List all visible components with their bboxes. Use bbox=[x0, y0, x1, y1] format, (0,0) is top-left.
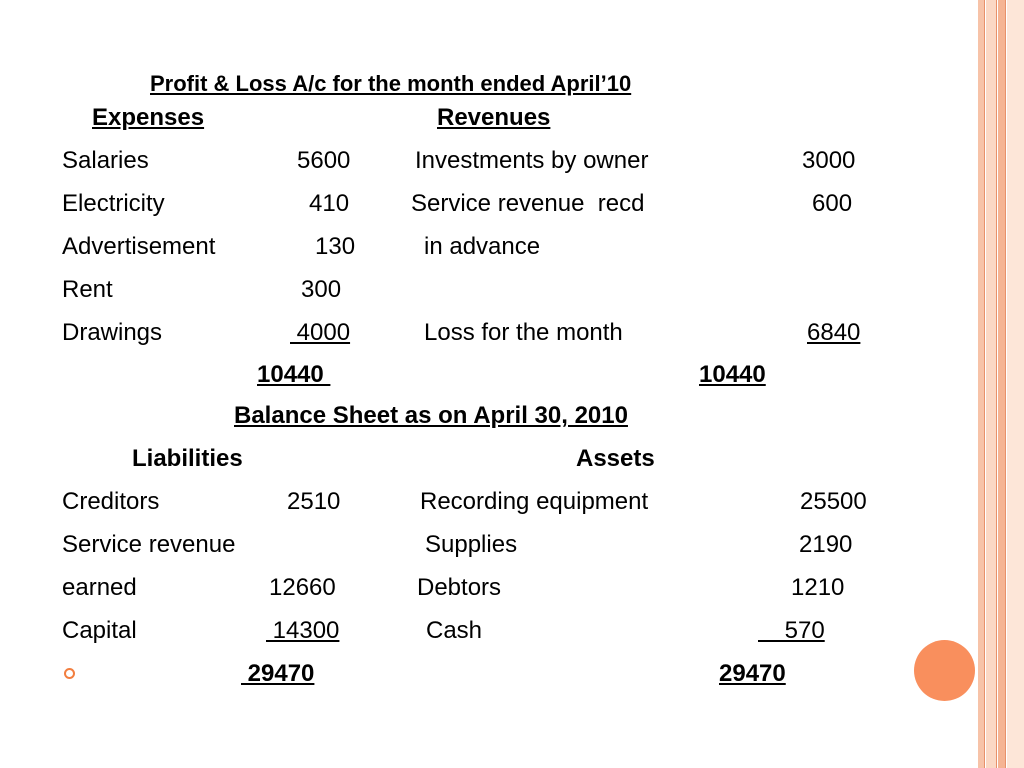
decor-line bbox=[1005, 0, 1006, 768]
revenue-label: in advance bbox=[424, 233, 541, 260]
decor-line bbox=[996, 0, 997, 768]
revenue-amount: 600 bbox=[812, 190, 853, 217]
liabilities-header: Liabilities bbox=[132, 445, 243, 472]
liabilities-total: 29470 bbox=[241, 660, 315, 687]
assets-header: Assets bbox=[576, 445, 655, 472]
asset-label: Cash bbox=[426, 617, 483, 644]
liability-amount: 2510 bbox=[287, 488, 341, 515]
liability-label: earned bbox=[62, 574, 137, 601]
revenues-header: Revenues bbox=[437, 104, 551, 131]
expense-amount: 300 bbox=[301, 276, 342, 303]
revenues-total: 10440 bbox=[699, 361, 766, 388]
liability-amount: 14300 bbox=[266, 617, 340, 644]
decor-stripe bbox=[1007, 0, 1024, 768]
expense-amount: 4000 bbox=[290, 319, 351, 346]
asset-label: Supplies bbox=[425, 531, 518, 558]
asset-amount: 25500 bbox=[800, 488, 867, 515]
revenue-amount: 6840 bbox=[807, 319, 861, 346]
expenses-header: Expenses bbox=[92, 104, 205, 131]
expense-amount: 5600 bbox=[297, 147, 351, 174]
revenue-label: Loss for the month bbox=[424, 319, 623, 346]
asset-amount: 570 bbox=[758, 617, 825, 644]
decor-line bbox=[984, 0, 985, 768]
expenses-total: 10440 bbox=[257, 361, 331, 388]
expense-amount: 130 bbox=[315, 233, 356, 260]
expense-amount: 410 bbox=[309, 190, 350, 217]
expense-label: Advertisement bbox=[62, 233, 216, 260]
assets-total: 29470 bbox=[719, 660, 786, 687]
decor-stripe bbox=[998, 0, 1005, 768]
liability-label: Capital bbox=[62, 617, 137, 644]
bullet-icon bbox=[64, 668, 75, 679]
pl-title: Profit & Loss A/c for the month ended April’10 bbox=[150, 71, 632, 96]
decor-circle bbox=[914, 640, 975, 701]
asset-amount: 2190 bbox=[799, 531, 853, 558]
revenue-label: Service revenue recd bbox=[411, 190, 645, 217]
liability-label: Service revenue bbox=[62, 531, 236, 558]
asset-label: Recording equipment bbox=[420, 488, 649, 515]
expense-label: Rent bbox=[62, 276, 113, 303]
asset-amount: 1210 bbox=[791, 574, 845, 601]
liability-label: Creditors bbox=[62, 488, 160, 515]
expense-label: Salaries bbox=[62, 147, 149, 174]
expense-label: Electricity bbox=[62, 190, 165, 217]
revenue-amount: 3000 bbox=[802, 147, 856, 174]
decor-stripe bbox=[986, 0, 996, 768]
asset-label: Debtors bbox=[417, 574, 502, 601]
bs-title: Balance Sheet as on April 30, 2010 bbox=[234, 402, 628, 429]
revenue-label: Investments by owner bbox=[415, 147, 649, 174]
expense-label: Drawings bbox=[62, 319, 163, 346]
liability-amount: 12660 bbox=[269, 574, 336, 601]
